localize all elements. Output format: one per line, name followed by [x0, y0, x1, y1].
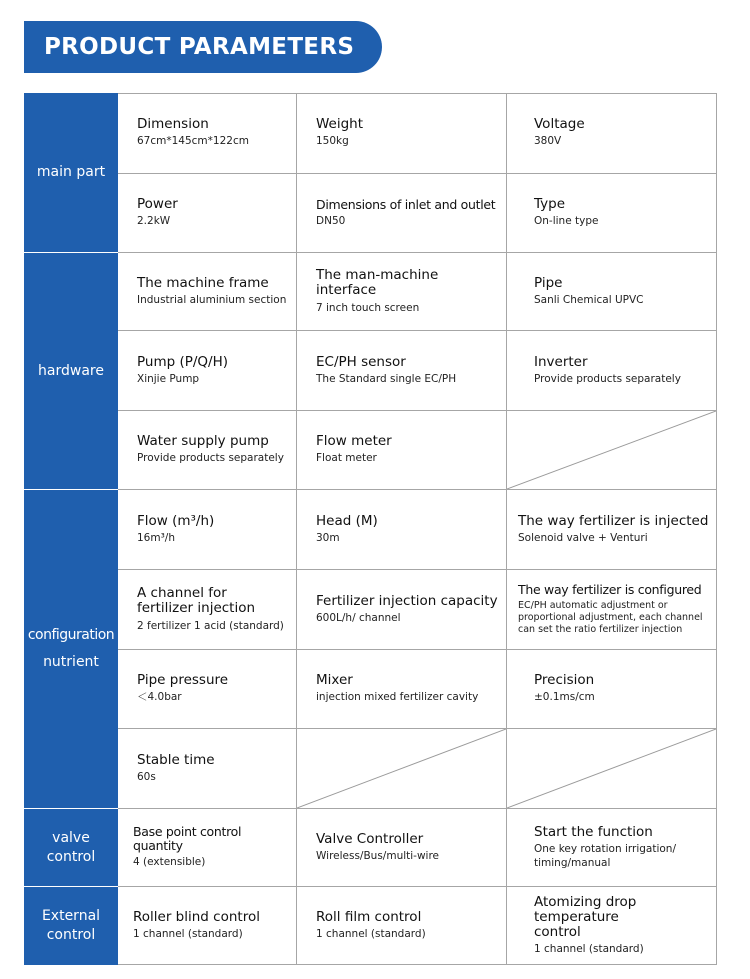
param-label: Roll film control: [316, 908, 422, 925]
param-label: Pump (P/Q/H): [137, 353, 229, 370]
param-value: Provide products separately: [534, 372, 681, 385]
param-value: ＜4.0bar: [137, 691, 182, 704]
category-label: External: [41, 908, 101, 925]
cell-channel: [118, 570, 297, 650]
param-label: The way fertilizer is configured: [518, 582, 702, 598]
param-value: ±0.1ms/cm: [534, 691, 595, 704]
category-label: configuration: [27, 627, 115, 644]
param-label: Dimensions of inlet and outlet: [316, 196, 496, 212]
param-label: Pipe pressure: [137, 672, 229, 689]
cell-water-supply-pump: [118, 411, 297, 490]
param-label: Dimension: [137, 116, 209, 133]
param-label: The way fertilizer is injected: [518, 512, 709, 529]
cell-head: [297, 490, 507, 570]
param-value: Float meter: [316, 452, 377, 465]
cell-pipe-pressure: [118, 650, 297, 729]
param-value: 67cm*145cm*122cm: [137, 135, 249, 148]
cell-power: [118, 174, 297, 253]
param-label: Water supply pump: [137, 433, 269, 450]
param-value: 4 (extensible): [133, 856, 206, 869]
category-label: main part: [36, 164, 106, 181]
cell-machine-frame: [118, 253, 297, 331]
param-label: Precision: [534, 672, 595, 689]
param-label: Flow meter: [316, 433, 392, 450]
cell-flow-meter: [297, 411, 507, 490]
param-value: Wireless/Bus/multi-wire: [316, 849, 440, 862]
param-label: Power: [137, 196, 178, 213]
category-label: hardware: [38, 362, 104, 379]
param-value: On-line type: [534, 215, 599, 228]
cell-roll-film: [297, 887, 507, 965]
empty-cell-diagonal: [507, 729, 716, 808]
param-label: Base point control quantity: [133, 824, 242, 854]
param-value: DN50: [316, 214, 346, 227]
param-label: Type: [534, 196, 566, 213]
param-label: Fertilizer injection capacity: [316, 592, 498, 609]
param-value: Xinjie Pump: [137, 372, 200, 385]
param-value: Provide products separately: [137, 452, 284, 465]
param-value: 150kg: [316, 135, 349, 148]
param-value: Solenoid valve + Venturi: [518, 531, 648, 544]
cell-valve-controller: [297, 809, 507, 887]
category-hardware: [24, 253, 118, 490]
cell-injected: [507, 490, 717, 570]
param-label: Head (M): [316, 512, 378, 529]
param-label: Start the function: [534, 824, 653, 841]
param-value: The Standard single EC/PH: [316, 372, 457, 385]
param-label: Flow (m³/h): [137, 512, 215, 529]
cell-capacity: [297, 570, 507, 650]
cell-pipe: [507, 253, 717, 331]
title-banner: [24, 21, 382, 73]
cell-mixer: [297, 650, 507, 729]
category-configuration-nutrient: [24, 490, 118, 809]
param-label: Atomizing drop temperature control: [534, 893, 637, 940]
empty-cell-diagonal: [507, 411, 716, 489]
param-label: Pipe: [534, 274, 563, 291]
cell-base-point: [118, 809, 297, 887]
empty-cell-diagonal: [297, 729, 506, 808]
cell-empty: [507, 729, 717, 809]
cell-dimension: [118, 93, 297, 174]
param-label: Valve Controller: [316, 830, 424, 847]
category-valve-control: [24, 809, 118, 887]
cell-inverter: [507, 331, 717, 411]
param-value: 1 channel (standard): [316, 927, 426, 940]
cell-configured: [507, 570, 717, 650]
cell-start-function: [507, 809, 717, 887]
cell-precision: [507, 650, 717, 729]
param-value: One key rotation irrigation/ timing/manual: [534, 843, 676, 869]
param-value: 1 channel (standard): [133, 927, 243, 940]
param-label: Stable time: [137, 751, 215, 768]
param-label: EC/PH sensor: [316, 353, 406, 370]
cell-type: [507, 174, 717, 253]
cell-pump: [118, 331, 297, 411]
cell-empty: [507, 411, 717, 490]
cell-stable-time: [118, 729, 297, 809]
param-label: Mixer: [316, 672, 353, 689]
param-value: 7 inch touch screen: [316, 301, 420, 314]
param-value: Sanli Chemical UPVC: [534, 293, 644, 306]
cell-voltage: [507, 93, 717, 174]
parameters-table: [24, 93, 717, 965]
param-value: 380V: [534, 135, 562, 148]
category-label: valve: [52, 829, 90, 846]
param-value: 16m³/h: [137, 531, 175, 544]
param-label: The machine frame: [137, 274, 269, 291]
cell-flow: [118, 490, 297, 570]
category-external-control: [24, 887, 118, 965]
param-label: A channel for: [137, 585, 227, 602]
param-label: fertilizer injection: [137, 600, 256, 617]
param-value: EC/PH automatic adjustment or proportional adjustment, each channel can set the ratio fertilizer injection: [518, 600, 703, 635]
param-label: Voltage: [534, 116, 585, 133]
param-value: 600L/h/ channel: [316, 611, 401, 624]
category-label: control: [46, 848, 96, 865]
param-label: Roller blind control: [133, 908, 260, 925]
param-label: Inverter: [534, 353, 588, 370]
param-value: 1 channel (standard): [534, 943, 644, 956]
category-main-part: [24, 93, 118, 253]
category-label: nutrient: [43, 654, 99, 670]
param-value: 2 fertilizer 1 acid (standard): [137, 619, 284, 632]
page-title: PRODUCT PARAMETERS: [44, 34, 355, 60]
param-value: injection mixed fertilizer cavity: [316, 691, 479, 704]
param-value: 2.2kW: [137, 215, 171, 228]
cell-hmi: [297, 253, 507, 331]
param-label: Weight: [316, 116, 364, 133]
param-value: 30m: [316, 531, 340, 544]
param-value: 60s: [137, 770, 156, 783]
cell-inlet-outlet: [297, 174, 507, 253]
cell-atomizing: [507, 887, 717, 965]
category-label: control: [46, 927, 96, 943]
param-value: Industrial aluminium section: [137, 293, 287, 306]
cell-ecph-sensor: [297, 331, 507, 411]
cell-empty: [297, 729, 507, 809]
param-label: The man-machine interface: [316, 267, 439, 299]
cell-roller-blind: [118, 887, 297, 965]
cell-weight: [297, 93, 507, 174]
